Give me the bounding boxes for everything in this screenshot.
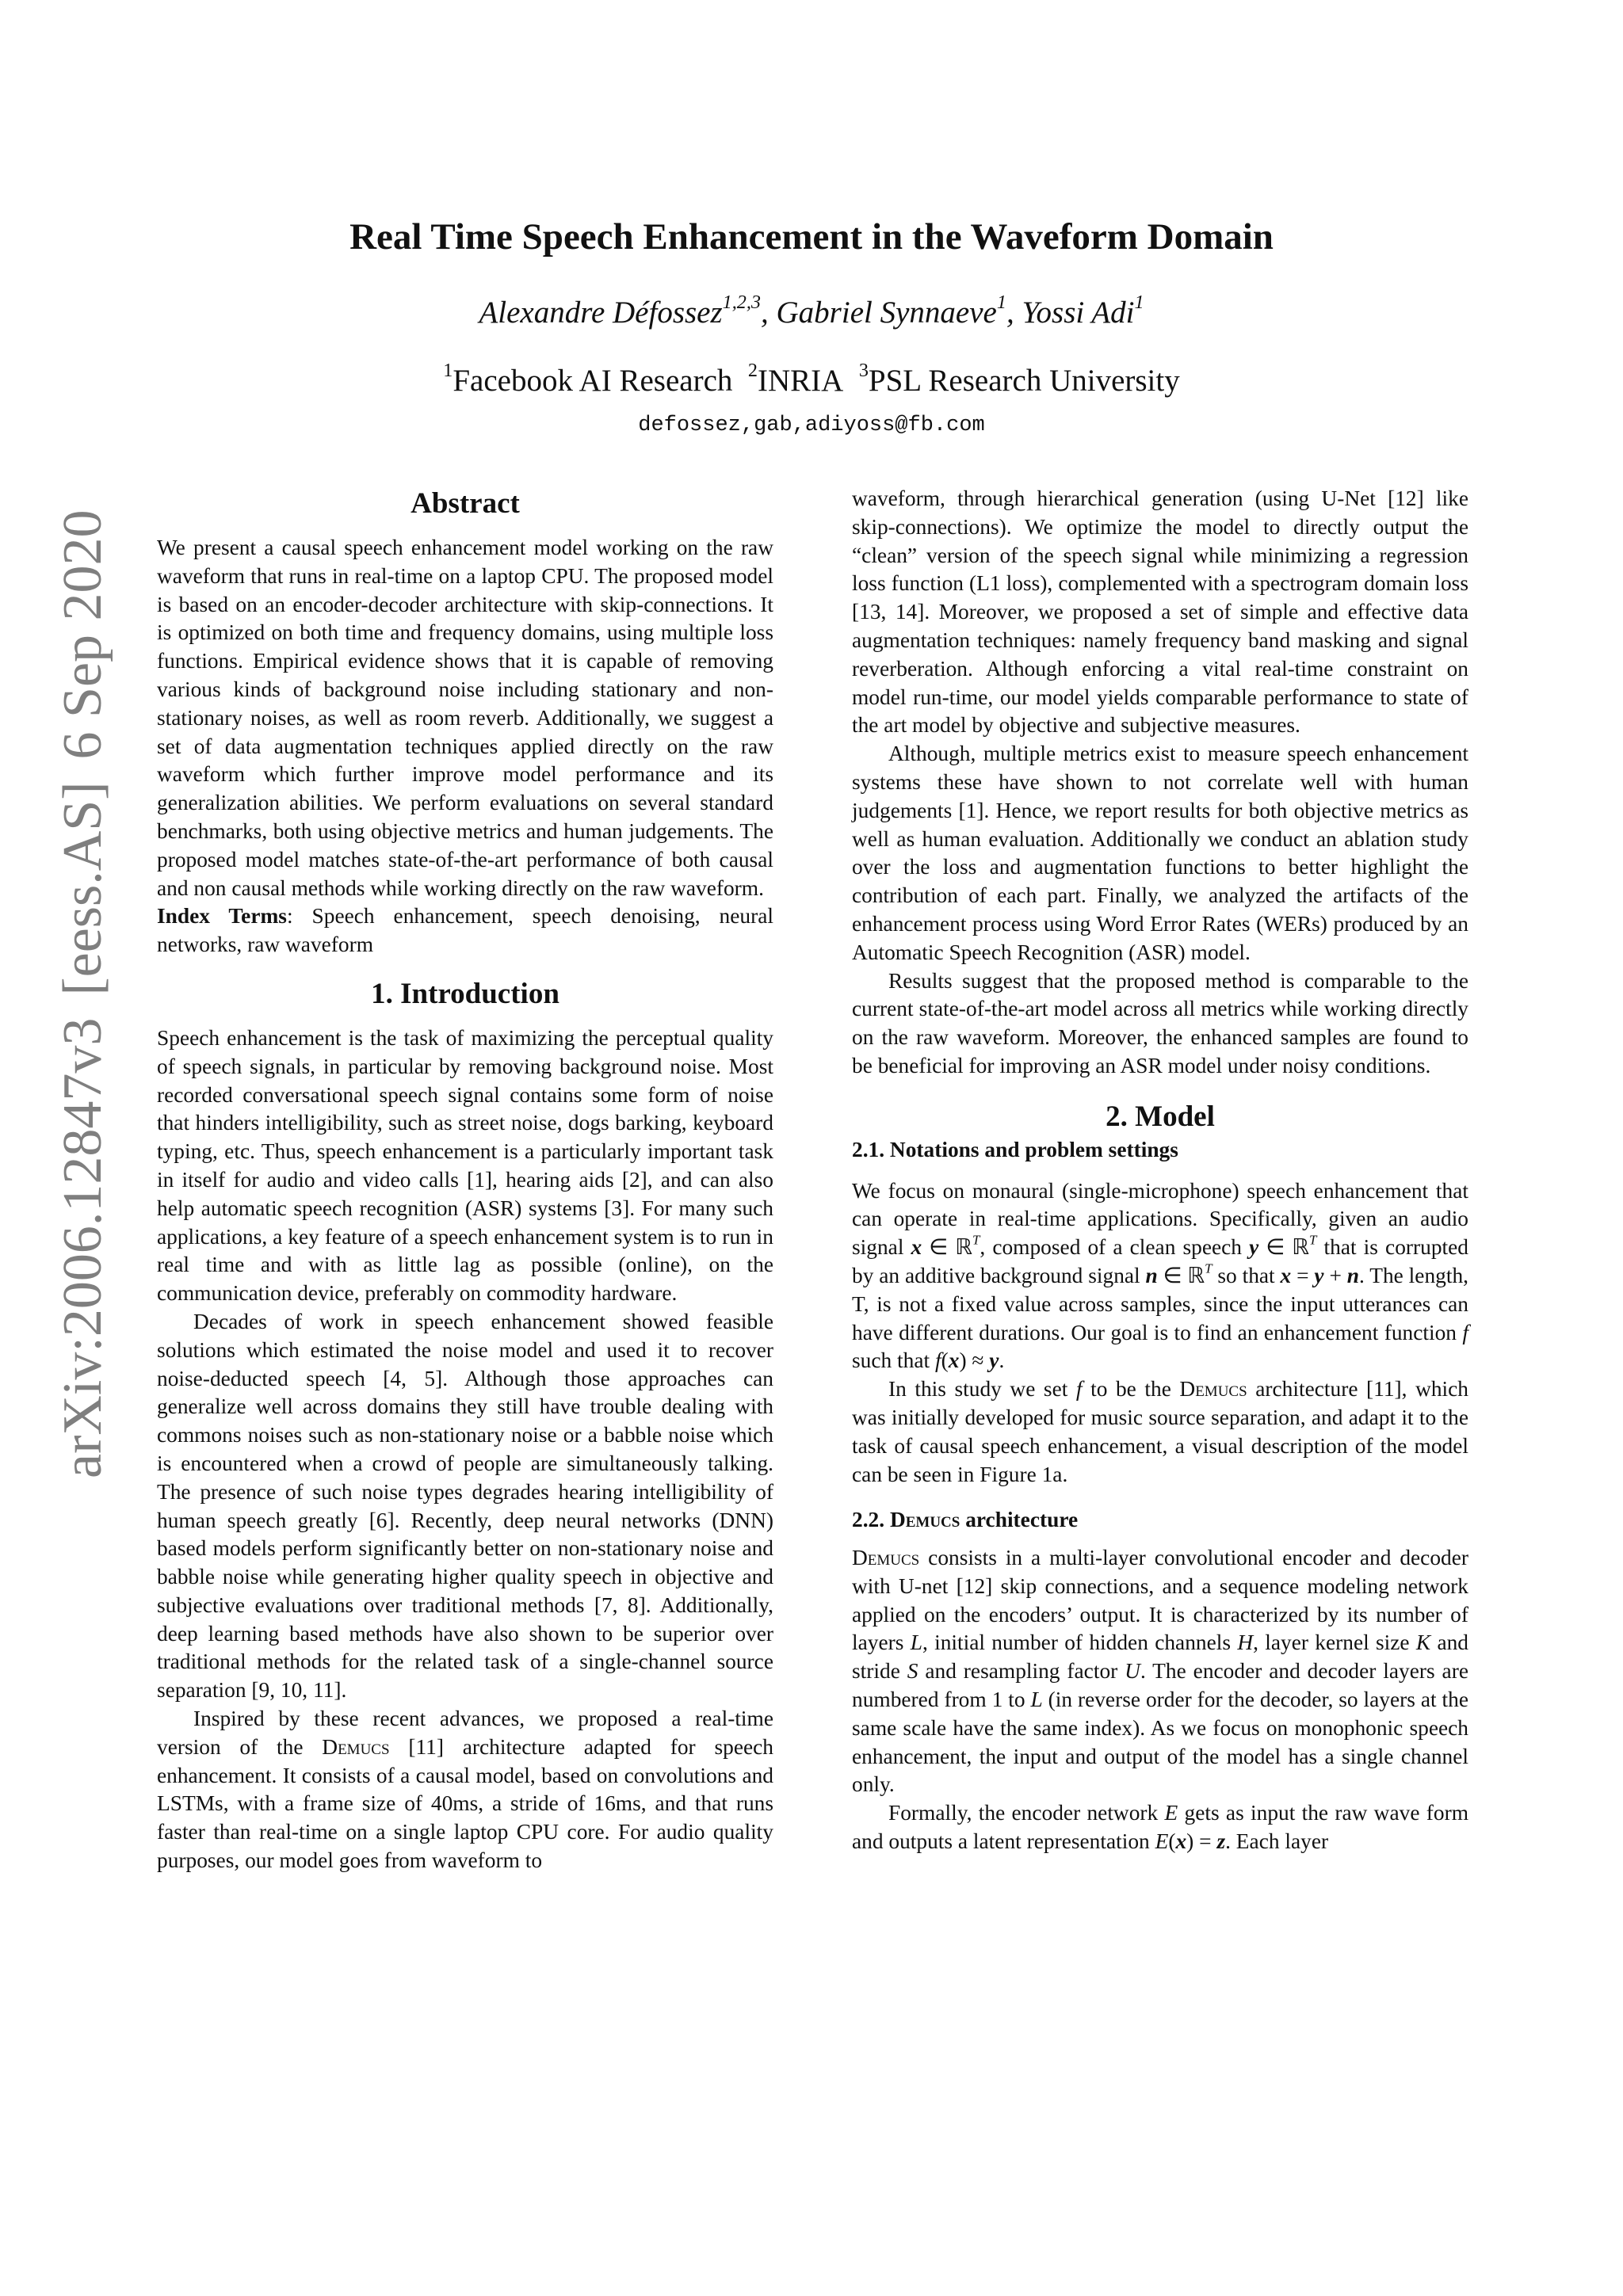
text-run: Inspired by these recent advances, we proposed a real-time version of the <box>157 1707 773 1759</box>
abstract-heading: Abstract <box>411 487 520 520</box>
model-paragraph: We focus on monaural (single-microphone) speech enhancement that can operate in real-time applications. Specifically, given an audio signal x ∈ ℝ$^T$, composed of a clean speech y ∈ ℝ$^T$ that is corrupted by an additive background signal n ∈ ℝ$^T$ so that x = y + n. The length, T, is not a fixed value across samples, since the input utterances can have different durations. Our goal is to find an enhancement function f such that f(x) ≈ y. <box>852 1178 1468 1373</box>
intro-paragraph: Speech enhancement is the task of maximizing the perceptual quality of speech signals, in particular by removing background noise. Most recorded conversational speech signal contains some form of noise that hinders intelligibility, such as street noise, dogs barking, keyboard typing, etc. Thus, speech enhancement is a particularly important task in itself for audio and video calls [1], hearing aids [2], and can also help automatic speech recognition (ASR) systems [3]. For many such applications, a key feature of a speech enhancement system is to run in real time and with as little lag as possible (online), on the communication device, preferably on commodity hardware. <box>157 1025 773 1306</box>
paper-title: Real Time Speech Enhancement in the Waveform Domain <box>349 216 1274 257</box>
subsection-heading-2-2: 2.2. Demucs architecture <box>852 1508 1079 1532</box>
intro-paragraph: Decades of work in speech enhancement showed feasible solutions which estimated the noise model and used it to recover noise-deducted speech [4, 5]. Although those approaches can generalize well across domains they still have trouble dealing with commons noises such as non-stationary noise or a babble noise which is encountered when a crowd of people are simultaneously talking. The presence of such noise types degrades hearing intelligibility of human speech greatly [6]. Recently, deep neural networks (DNN) based models perform significantly better on non-stationary noise and babble noise while generating higher quality speech in objective and subjective evaluations over traditional methods [7, 8]. Additionally, deep learning based methods have also shown to be superior over traditional methods for the related task of a single-channel source separation [9, 10, 11]. <box>157 1309 773 1703</box>
right-column <box>852 485 1468 1856</box>
model-paragraph: Demucs consists in a multi-layer convolutional encoder and decoder with U-net [12] skip connections, and a sequence modeling network applied on the encoders’ output. It is characterized by its number of layers L, initial number of hidden channels H, layer kernel size K and stride S and resampling factor U. The encoder and decoder layers are numbered from 1 to L (in reverse order for the decoder, so layers at the same scale have the same index). As we focus on monophonic speech enhancement, the input and output of the model has a single channel only. <box>852 1546 1468 1797</box>
author-name: Yossi Adi <box>1022 296 1135 330</box>
arxiv-stamp <box>44 507 123 1489</box>
index-terms <box>157 902 773 959</box>
author-list: Alexandre Défossez$^{1,2,3}$, Gabriel Synnaeve$^1$, Yossi Adi$^1$ <box>479 291 1144 330</box>
affiliation: PSL Research University <box>868 364 1180 398</box>
arxiv-id: arXiv:2006.12847v3 <box>52 1017 113 1478</box>
author-name: Alexandre Défossez <box>479 296 723 330</box>
author-affil-mark: 1,2,3 <box>722 291 762 313</box>
affil-mark: 1 <box>443 359 453 381</box>
text-run: [11] architecture adapted for speech enhancement. It consists of a causal model, based on convolutions and LSTMs, with a frame size of 40ms, a stride of 16ms, and that runs faster than real-time on a single laptop CPU core. For audio quality purposes, our model goes from waveform to <box>157 1734 773 1873</box>
left-column <box>157 485 773 1875</box>
author-email: defossez,gab,adiyoss@fb.com <box>638 414 985 437</box>
arxiv-date: 6 Sep 2020 <box>52 509 113 760</box>
demucs-name: Demucs <box>322 1734 390 1759</box>
intro-heading: 1. Introduction <box>371 977 559 1010</box>
model-paragraph: Formally, the encoder network E gets as input the raw wave form and outputs a latent representation E(x) = z. Each layer <box>852 1801 1468 1854</box>
author-affil-mark: 1 <box>1134 291 1144 313</box>
affiliation: INRIA <box>757 364 844 398</box>
affiliation: Facebook AI Research <box>453 364 733 398</box>
intro-paragraph <box>157 1705 773 1875</box>
affil-mark: 2 <box>747 359 758 381</box>
model-heading: 2. Model <box>1106 1100 1215 1133</box>
arxiv-category: [eess.AS] <box>52 781 113 996</box>
affil-mark: 3 <box>858 359 869 381</box>
author-name: Gabriel Synnaeve <box>776 296 997 330</box>
affiliation-list <box>0 359 1623 399</box>
subsection-heading-2-1: 2.1. Notations and problem settings <box>852 1137 1178 1161</box>
abstract-text: We present a causal speech enhancement model working on the raw waveform that runs in real-time on a laptop CPU. The proposed model is based on an encoder-decoder architecture with skip-connections. It is optimized on both time and frequency domains, using multiple loss functions. Empirical evidence shows that it is capable of removing various kinds of background noise including stationary and non-stationary noises, as well as room reverb. Additionally, we suggest a set of data augmentation techniques applied directly on the raw waveform which further improve model performance and its generalization abilities. We perform evaluations on several standard benchmarks, both using objective metrics and human judgements. The proposed model matches state-of-the-art performance of both causal and non causal methods while working directly on the raw waveform. <box>157 536 773 900</box>
intro-paragraph: Although, multiple metrics exist to measure speech enhancement systems these have shown to not correlate well with human judgements [1]. Hence, we report results for both objective metrics as well as human evaluation. Additionally we conduct an ablation study over the loss and augmentation functions to better highlight the contribution of each part. Finally, we analyzed the artifacts of the enhancement process using Word Error Rates (WERs) produced by an Automatic Speech Recognition (ASR) model. <box>852 742 1468 964</box>
intro-paragraph: waveform, through hierarchical generation (using U-Net [12] like skip-connections). We optimize the model to directly output the “clean” version of the speech signal while minimizing a regression loss function (L1 loss), complemented with a spectrogram domain loss [13, 14]. Moreover, we proposed a set of simple and effective data augmentation techniques: namely frequency band masking and signal reverberation. Although enforcing a vital real-time constraint on model run-time, our model yields comparable performance to state of the art model by objective and subjective measures. <box>852 486 1468 738</box>
intro-paragraph: Results suggest that the proposed method is comparable to the current state-of-the-art model across all metrics while working directly on the raw waveform. Moreover, the enhanced samples are found to be beneficial for improving an ASR model under noisy conditions. <box>852 968 1468 1077</box>
author-affil-mark: 1 <box>996 291 1006 313</box>
index-terms-text: : Speech enhancement, speech denoising, neural networks, raw waveform <box>157 904 773 957</box>
index-terms-label: Index Terms <box>157 904 287 929</box>
model-paragraph: In this study we set f to be the Demucs architecture [11], which was initially developed for music source separation, and adapt it to the task of causal speech enhancement, a visual description of the model can be seen in Figure 1a. <box>852 1377 1469 1486</box>
